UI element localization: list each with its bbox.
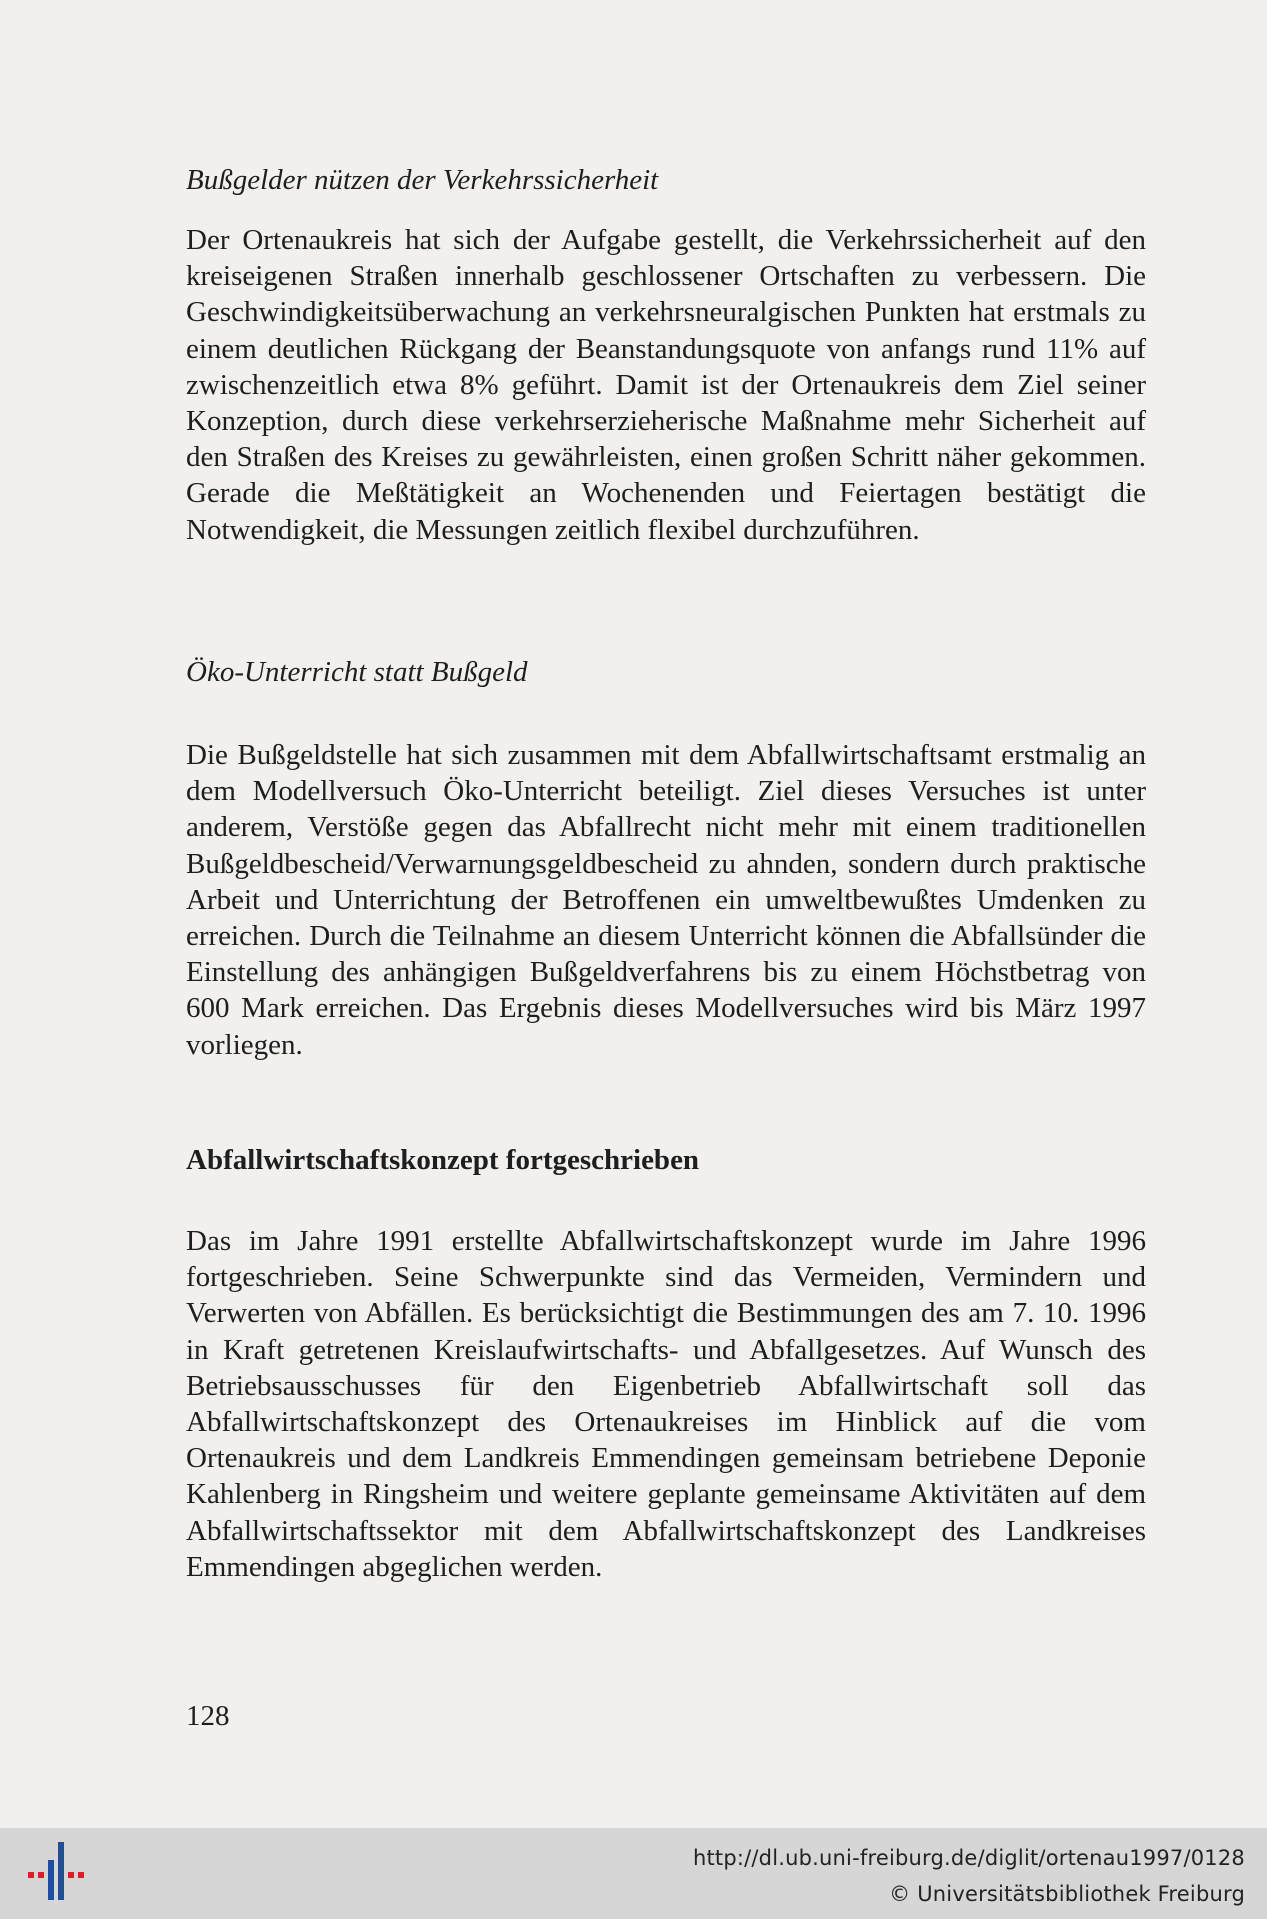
footer-url-link[interactable]: http://dl.ub.uni-freiburg.de/diglit/ortenau1997/0128 [692,1846,1245,1870]
paragraph-abfallwirtschaftskonzept: Das im Jahre 1991 erstellte Abfallwirtschaftskonzept wurde im Jahre 1996 fortgeschrieben. Seine Schwerpunkte sind das Vermeiden, Vermindern und Verwerten von Abfällen. Es berücksichtigt die Bestimmungen des am 7. 10. 1996 in Kraft getretenen Kreislaufwirtschafts- und Abfallgesetzes. Auf Wunsch des Betriebsausschusses für den Eigenbetrieb Abfallwirtschaft soll das Abfallwirtschaftskonzept des Ortenaukreises im Hinblick auf die vom Ortenaukreis und dem Landkreis Emmendingen gemeinsam betriebene Deponie Kahlenberg in Ringsheim und weitere geplante gemeinsame Aktivitäten auf dem Abfallwirtschaftssektor mit dem Abfallwirtschaftskonzept des Landkreises Emmendingen abgeglichen werden. [186,1225,1146,1583]
paragraph-verkehrssicherheit: Der Ortenaukreis hat sich der Aufgabe gestellt, die Verkehrssicherheit auf den kreiseigenen Straßen innerhalb geschlossener Ortschaften zu verbessern. Die Geschwindigkeitsüberwachung an verkehrsneuralgischen Punkten hat erstmals zu einem deutlichen Rückgang der Beanstandungsquote von anfangs rund 11% auf zwischenzeitlich etwa 8% geführt. Damit ist der Ortenaukreis dem Ziel seiner Konzeption, durch diese verkehrserzieherische Maßnahme mehr Sicherheit auf den Straßen des Kreises zu gewährleisten, einen großen Schritt näher gekommen. Gerade die Meßtätigkeit an Wochenenden und Feiertagen bestätigt die Notwendigkeit, die Messungen zeitlich flexibel durchzuführen. [186,224,1146,546]
subheading-bussgelder: Bußgelder nützen der Verkehrssicherheit [186,164,659,196]
footer-bar [0,1828,1267,1919]
ub-freiburg-logo-icon [28,1842,84,1902]
section-abfallwirtschaftskonzept [186,1142,1146,1585]
section-verkehrssicherheit [186,162,1146,548]
subheading-oeko-unterricht: Öko-Unterricht statt Bußgeld [186,656,528,688]
section-oeko-unterricht [186,654,1146,1063]
page-number: 128 [186,1700,230,1732]
footer-copyright: © Universitätsbibliothek Freiburg [889,1882,1245,1906]
paragraph-oeko-unterricht: Die Bußgeldstelle hat sich zusammen mit dem Abfallwirtschaftsamt erstmalig an dem Modellversuch Öko-Unterricht beteiligt. Ziel dieses Versuches ist unter anderem, Verstöße gegen das Abfallrecht nicht mehr mit einem traditionellen Bußgeldbescheid/Verwarnungsgeldbescheid zu ahnden, sondern durch praktische Arbeit und Unterrichtung der Betroffenen ein umweltbewußtes Umdenken zu erreichen. Durch die Teilnahme an diesem Unterricht können die Abfallsünder die Einstellung des anhängigen Bußgeldverfahrens bis zu einem Höchstbetrag von 600 Mark erreichen. Das Ergebnis dieses Modellversuches wird bis März 1997 vorliegen. [186,739,1146,1061]
heading-abfallwirtschaftskonzept: Abfallwirtschaftskonzept fortgeschrieben [186,1144,700,1176]
